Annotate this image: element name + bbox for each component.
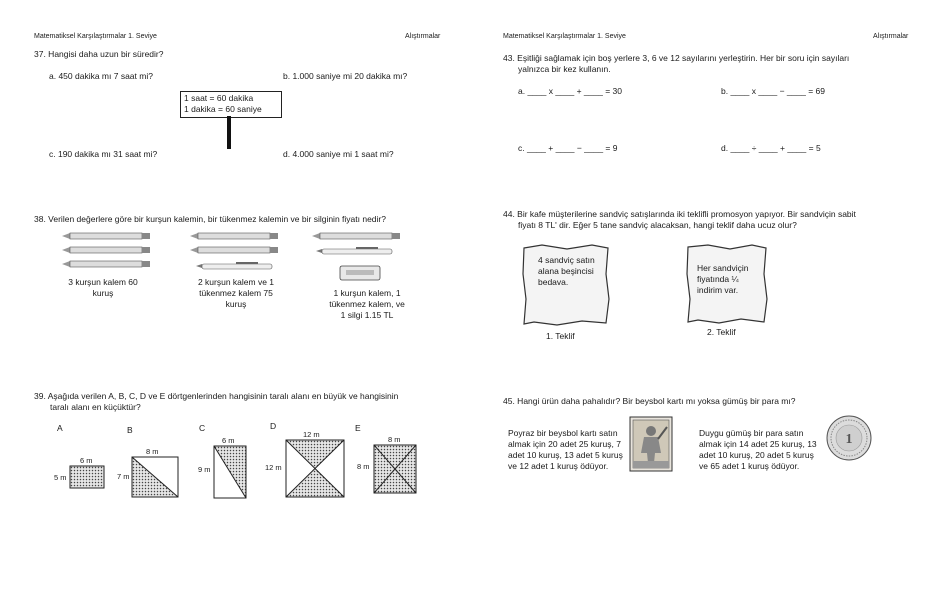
shape-c-top-label: 6 m [222, 436, 235, 445]
shape-d [286, 440, 344, 497]
pencils-group-1 [62, 233, 152, 269]
pencil-icon [62, 247, 150, 253]
q37-title: 37. Hangisi daha uzun bir süredir? [34, 49, 164, 59]
conversion-sign [180, 91, 282, 118]
q45-left-text: Poyraz bir beysbol kartı satın almak için 20 adet 25 kuruş, 7 adet 10 kuruş, 13 adet 5 kuruş ve 12 adet 1 kuruş ödüyor. [508, 428, 623, 471]
shape-c [214, 446, 246, 498]
q38-caption-2: 2 kurşun kalem ve 1 tükenmez kalem 75 kuruş [197, 277, 275, 309]
q43-title-line1: 43. Eşitliği sağlamak için boş yerlere 3, 6 ve 12 sayılarını yerleştirin. Her bir soru için sayıları [503, 53, 850, 63]
coin-numeral: 1 [845, 432, 853, 447]
eraser-icon [340, 266, 380, 280]
q43-b: b. ____ x ____ − ____ = 69 [721, 86, 825, 96]
shape-e-top-label: 8 m [388, 435, 401, 444]
q43-c: c. ____ + ____ − ____ = 9 [518, 143, 618, 153]
shape-d-side-label: 12 m [265, 463, 282, 472]
q39-title-line1: 39. Aşağıda verilen A, B, C, D ve E dörtgenlerinden hangisinin taralı alanı en büyük ve hangisinin [34, 391, 399, 401]
sign-post [227, 116, 231, 149]
offer-1-label: 1. Teklif [546, 331, 575, 341]
shape-b-side-label: 7 m [117, 472, 130, 481]
q37-c: c. 190 dakika mı 31 saat mi? [49, 149, 158, 159]
shape-c-letter: C [199, 423, 206, 433]
shape-c-side-label: 9 m [198, 465, 211, 474]
shape-a-top-label: 6 m [80, 456, 93, 465]
pencil-icon [62, 233, 150, 239]
pencils-group-2 [190, 233, 280, 273]
shape-a [70, 466, 104, 488]
q45-title: 45. Hangi ürün daha pahalıdır? Bir beysbol kartı mı yoksa gümüş bir para mı? [503, 396, 796, 406]
q37-d: d. 4.000 saniye mi 1 saat mi? [283, 149, 394, 159]
sign-line-1: 1 saat = 60 dakika [184, 93, 254, 103]
shape-a-side-label: 5 m [54, 473, 67, 482]
pencil-icon [190, 247, 278, 253]
pencil-icon [62, 261, 150, 267]
pencil-icon [190, 233, 278, 239]
shape-e-side-label: 8 m [357, 462, 370, 471]
q38-caption-3: 1 kurşun kalem, 1 tükenmez kalem, ve 1 silgi 1.15 TL [329, 288, 405, 320]
sign-line-2: 1 dakika = 60 saniye [184, 104, 262, 114]
q38-title: 38. Verilen değerlere göre bir kurşun kalemin, bir tükenmez kalemin ve bir silginin fiyatı nedir? [34, 214, 386, 224]
offer-2-label: 2. Teklif [707, 327, 736, 337]
items-group-3 [312, 233, 402, 285]
silver-coin-image [826, 415, 872, 461]
q37-a: a. 450 dakika mı 7 saat mi? [49, 71, 153, 81]
baseball-card-image [630, 417, 672, 471]
shape-b-letter: B [127, 425, 133, 435]
shape-b-top-label: 8 m [146, 447, 159, 456]
pencil-icon [312, 233, 400, 239]
q38-caption-1: 3 kurşun kalem 60 kuruş [68, 277, 138, 298]
shape-b [132, 457, 178, 497]
q39-title-line2: taralı alanı en küçüktür? [50, 402, 141, 412]
q43-a: a. ____ x ____ + ____ = 30 [518, 86, 622, 96]
q43-d: d. ____ ÷ ____ + ____ = 5 [721, 143, 821, 153]
q43-title-line2: yalnızca bir kez kullanın. [518, 64, 611, 74]
left-header-section: Alıştırmalar [405, 33, 441, 40]
right-header-title: Matematiksel Karşılaştırmalar 1. Seviye [503, 33, 626, 40]
shape-e [374, 445, 416, 493]
shape-d-letter: D [270, 421, 277, 431]
ballpoint-pen-icon [316, 247, 392, 254]
q44-title-line2: fiyatı 8 TL' dir. Eğer 5 tane sandviç alacaksan, hangi teklif daha ucuz olur? [518, 220, 797, 230]
shape-e-letter: E [355, 423, 361, 433]
right-header-section: Alıştırmalar [873, 33, 909, 40]
shape-a-letter: A [57, 423, 63, 433]
offer-1-text: 4 sandviç satın alana beşincisi bedava. [538, 255, 595, 287]
q44-title-line1: 44. Bir kafe müşterilerine sandviç satışlarında iki teklifli promosyon yapıyor. Bir sandviçin sabit [503, 209, 856, 219]
offer-2-text: Her sandviçin fiyatında ¼ indirim var. [697, 263, 749, 295]
shape-d-top-label: 12 m [303, 430, 320, 439]
ballpoint-pen-icon [196, 262, 272, 269]
q37-b: b. 1.000 saniye mi 20 dakika mı? [283, 71, 408, 81]
left-header-title: Matematiksel Karşılaştırmalar 1. Seviye [34, 33, 157, 40]
q45-right-text: Duygu gümüş bir para satın almak için 14 adet 25 kuruş, 13 adet 10 kuruş, 20 adet 5 kuruş ve 65 adet 1 kuruş ödüyor. [699, 428, 817, 471]
